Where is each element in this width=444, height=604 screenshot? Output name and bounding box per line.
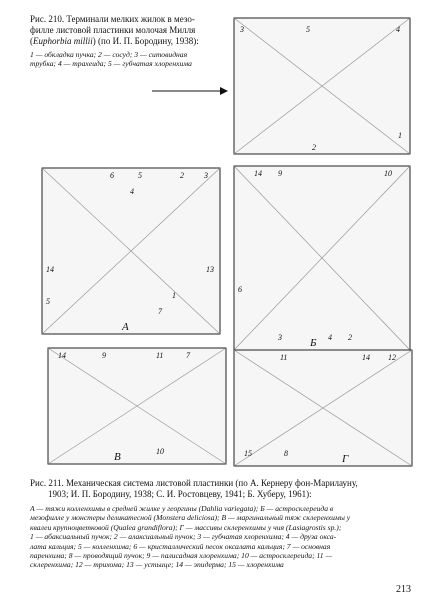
panel-a-label: 6 [110, 171, 114, 180]
panel-c-label: 9 [102, 351, 106, 360]
page-number: 213 [396, 584, 411, 595]
panel-a-label: 4 [130, 187, 134, 196]
fig211-legend-line: А — тяжи колленхимы в средней жилке у георгины (Dahlia variegata); Б — астросклереида в [30, 504, 334, 513]
fig210-species: Euphorbia millii [33, 36, 93, 46]
fig211-legend-line: лата кальция; 5 — колленхима; 6 — кристаллический песок оксалата кальция; 7 — основная [30, 541, 331, 551]
fig210-label-5: 5 [306, 25, 310, 34]
panel-b-label: 4 [328, 333, 332, 342]
fig211-legend-line: паренхима; 8 — проводящий пучок; 9 — палисадная хлоренхима; 10 — астросклереида; 11 — [30, 551, 333, 561]
fig210-label-2: 2 [312, 143, 316, 152]
panel-a-illustration [38, 164, 224, 342]
panel-a-label: 1 [172, 291, 176, 300]
panel-a-label: 7 [158, 307, 162, 316]
panel-b-letter: Б [310, 337, 317, 349]
fig211-caption [30, 478, 420, 500]
fig210-legend-line2: трубка; 4 — трахеида; 5 — губчатая хлоренхима [30, 59, 192, 69]
panel-d-letter: Г [342, 453, 349, 465]
panel-d-label: 14 [362, 353, 370, 362]
fig210-title-line3: (Euphorbia millii) (по И. П. Бородину, 1938): [30, 36, 199, 46]
panel-a-label: 3 [204, 171, 208, 180]
fig211-legend-line: мезофилле у монстеры деликатесной (Monstera deliciosa); В — маргинальный тяж склеренхимы у [30, 513, 351, 523]
panel-c-label: 7 [186, 351, 190, 360]
panel-b-label: 2 [348, 333, 352, 342]
panel-d-label: 15 [244, 449, 252, 458]
panel-a-label: 2 [180, 171, 184, 180]
panel-d-illustration [230, 346, 416, 470]
panel-a-label: 14 [46, 265, 54, 274]
fig211-legend-line: квалеи крупноцветковой (Qualea grandiflora); Г — массивы склеренхимы у чия (Lasiagrostis sp.); [30, 522, 342, 532]
panel-b-label: 9 [278, 169, 282, 178]
fig210-title-line2: филле листовой пластинки молочая Милля [30, 25, 196, 35]
panel-d-label: 11 [280, 353, 288, 362]
fig211-caption-line1: Рис. 211. Механическая система листовой пластинки (по А. Кернеру фон-Марилауну, [30, 478, 358, 488]
panel-a-letter: А [122, 321, 129, 333]
panel-c-label: 14 [58, 351, 66, 360]
fig211-caption-line2: 1903; И. П. Бородину, 1938; С. И. Ростовцеву, 1941; Б. Хуберу, 1961): [48, 489, 312, 499]
pointer-arrow-icon [150, 86, 230, 96]
fig210-label-3: 3 [240, 25, 244, 34]
panel-d-label: 8 [284, 449, 288, 458]
panel-c-label: 10 [156, 447, 164, 456]
fig210-caption [30, 14, 230, 69]
panel-d-label: 12 [388, 353, 396, 362]
panel-c-letter: В [114, 451, 121, 463]
panel-b-label: 6 [238, 285, 242, 294]
fig211-legend-line: 1 — абаксиальный пучок; 2 — алаксиальный пучок; 3 — губчатая хлоренхима; 4 — друза окса- [30, 532, 337, 542]
panel-b-illustration [228, 162, 416, 356]
panel-c-illustration [44, 344, 230, 468]
panel-c-label: 11 [156, 351, 164, 360]
panel-a-label: 13 [206, 265, 214, 274]
panel-b-label: 14 [254, 169, 262, 178]
fig210-title-rest: ) (по И. П. Бородину, 1938): [92, 36, 199, 46]
fig210-legend-line1: 1 — обкладка пучка; 2 — сосуд; 3 — ситовидная [30, 50, 188, 59]
panel-a-label: 5 [46, 297, 50, 306]
fig210-title-line1: Рис. 210. Терминали мелких жилок в мезо- [30, 14, 195, 24]
fig211-legend-line: склеренхима; 12 — трихома; 13 — устьице; 14 — эпидерма; 15 — хлоренхима [30, 560, 284, 570]
panel-b-label: 10 [384, 169, 392, 178]
fig211-legend [30, 504, 422, 570]
fig210-label-1: 1 [398, 131, 402, 140]
fig210-label-4: 4 [396, 25, 400, 34]
panel-a-label: 5 [138, 171, 142, 180]
fig210-illustration [228, 12, 416, 160]
panel-b-label: 3 [278, 333, 282, 342]
